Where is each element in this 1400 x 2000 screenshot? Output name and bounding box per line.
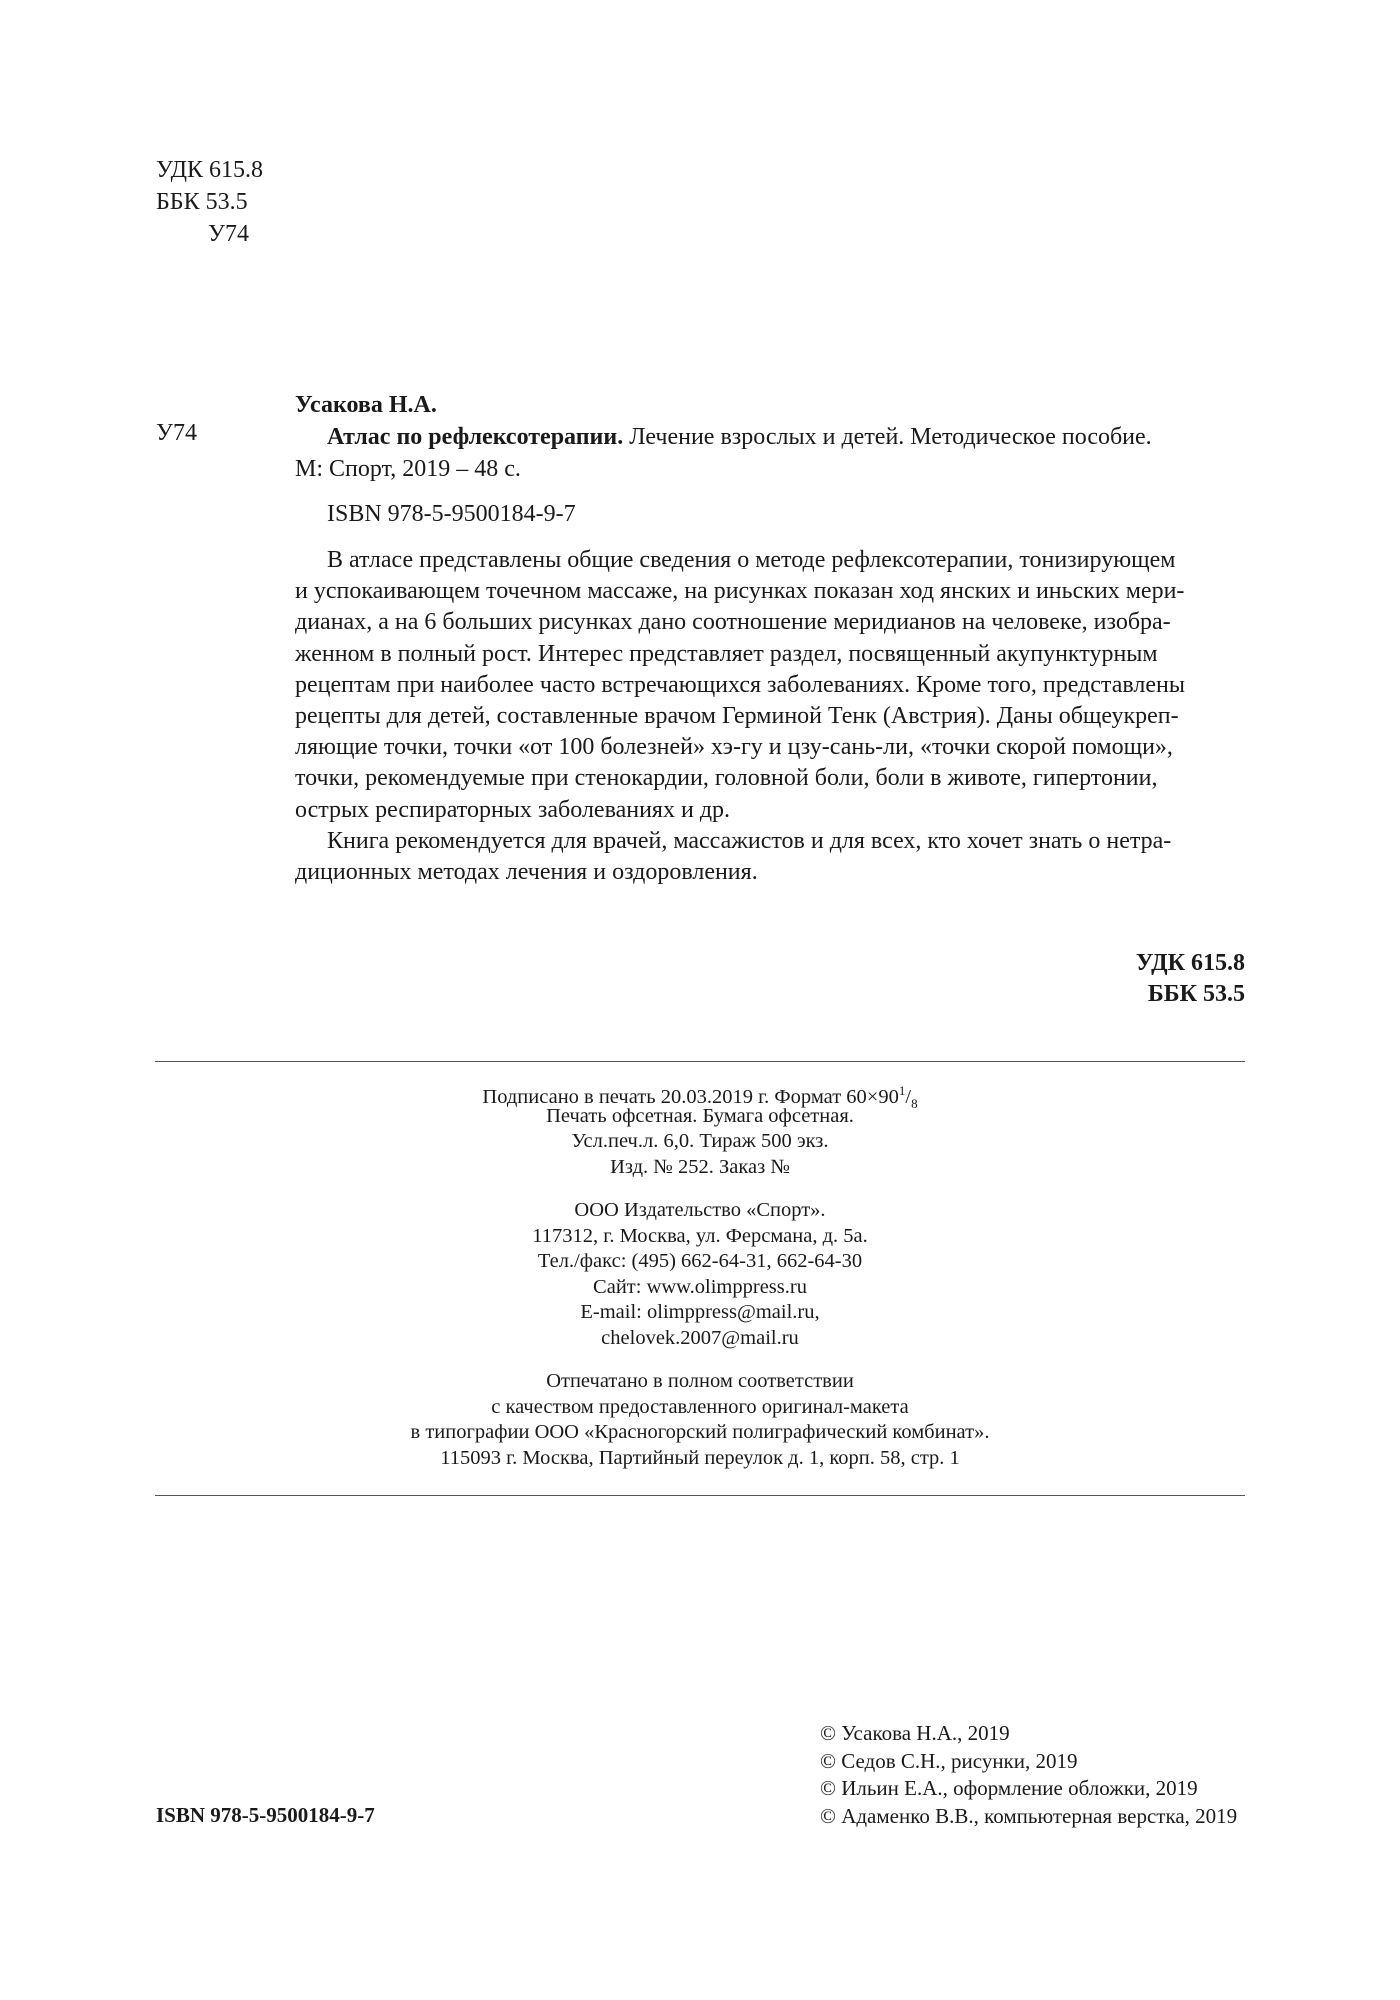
publisher-info-line: Тел./факс: (495) 662-64-31, 662-64-30 [537,1250,863,1272]
imprint [155,1078,1245,1471]
udk-code: УДК 615.8 [1135,950,1245,976]
copyright-line: © Седов С.Н., рисунки, 2019 [820,1748,1078,1773]
annotation-line: В атласе представлены общие сведения о методе рефлексотерапии, тонизирующем [327,547,1176,573]
printing-info-line: 115093 г. Москва, Партийный переулок д. 1, корп. 58, стр. 1 [440,1446,960,1469]
order-line: Изд. № 252. Заказ № [610,1155,790,1178]
bibliographic-record [295,390,1245,531]
classification-codes-bold [1136,948,1245,1010]
isbn-line: ISBN 978-5-9500184-9-7 [327,501,576,527]
udk-code: УДК 615.8 [156,157,263,183]
printing-info-line: Отпечатано в полном соответствии [546,1370,854,1392]
copyright-line: © Усакова Н.А., 2019 [820,1721,1010,1745]
publisher-info-line: 117312, г. Москва, ул. Ферсмана, д. 5а. [532,1224,868,1247]
book-subtitle: Лечение взрослых и детей. Методическое пособие. [623,424,1152,450]
annotation-line: точки, рекомендуемые при стенокардии, головной боли, боли в животе, гипертонии, [295,765,1158,792]
printing-info-line: с качеством предоставленного оригинал-макета [491,1395,909,1418]
annotation-line: ляющие точки, точки «от 100 болезней» хэ-гу и цзу-сань-ли, «точки скорой помощи», [295,734,1173,761]
sheets-line: Усл.печ.л. 6,0. Тираж 500 экз. [571,1130,829,1152]
annotation-line: острых респираторных заболеваниях и др. [295,796,731,823]
author-name: Усакова Н.А. [295,392,437,418]
publisher-info-line: E-mail: olimppress@mail.ru, [580,1301,820,1323]
publisher-info-line: Сайт: www.olimppress.ru [593,1275,807,1298]
annotation-line: рецепты для детей, составленные врачом Герминой Тенк (Австрия). Даны общеукреп- [295,702,1179,729]
author-code-margin: У74 [156,420,197,446]
publisher-line: М: Спорт, 2019 – 48 с. [295,456,521,482]
signed-line: Подписано в печать 20.03.2019 г. Формат $60\times 90^1/_8$ [482,1083,918,1111]
annotation-line: диционных методах лечения и оздоровления. [295,858,758,885]
isbn-bottom: ISBN 978-5-9500184-9-7 [156,1803,375,1827]
divider [155,1495,1245,1496]
annotation [295,545,1245,888]
annotation-line: Книга рекомендуется для врачей, массажистов и для всех, кто хочет знать о нетра- [327,827,1172,854]
author-sign: У74 [208,221,249,247]
format-numerator: 1 [898,1083,906,1098]
publisher-info-line: ООО Издательство «Спорт». [574,1199,826,1221]
print-line: Печать офсетная. Бумага офсетная. [546,1104,854,1127]
annotation-line: и успокаивающем точечном массаже, на рисунках показан ход янских и иньских мери- [295,578,1185,605]
printing-info-line: в типографии ООО «Красногорский полиграфический комбинат». [410,1421,990,1443]
publisher-info-line: chelovek.2007@mail.ru [601,1326,799,1349]
annotation-line: рецептам при наиболее часто встречающихся заболеваниях. Кроме того, представлены [295,671,1185,698]
title-line [295,422,1245,454]
copyright-line: © Ильин Е.А., оформление обложки, 2019 [820,1776,1198,1800]
annotation-line: женном в полный рост. Интерес представляет раздел, посвященный акупунктурным [295,640,1158,667]
divider [155,1061,1245,1062]
copyright-line: © Адаменко В.В., компьютерная верстка, 2019 [820,1803,1238,1828]
copyright-block [820,1720,1237,1830]
book-title: Атлас по рефлексотерапии. [327,424,624,450]
classification-codes [156,155,263,251]
signed-text: Подписано в печать 20.03.2019 г. Формат 60×90 [482,1085,899,1108]
format-denominator: 8 [911,1095,918,1111]
bbk-code: ББК 53.5 [1147,981,1245,1007]
bbk-code: ББК 53.5 [156,189,248,215]
annotation-line: дианах, а на 6 больших рисунках дано соотношение меридианов на человеке, изобра- [295,609,1171,636]
